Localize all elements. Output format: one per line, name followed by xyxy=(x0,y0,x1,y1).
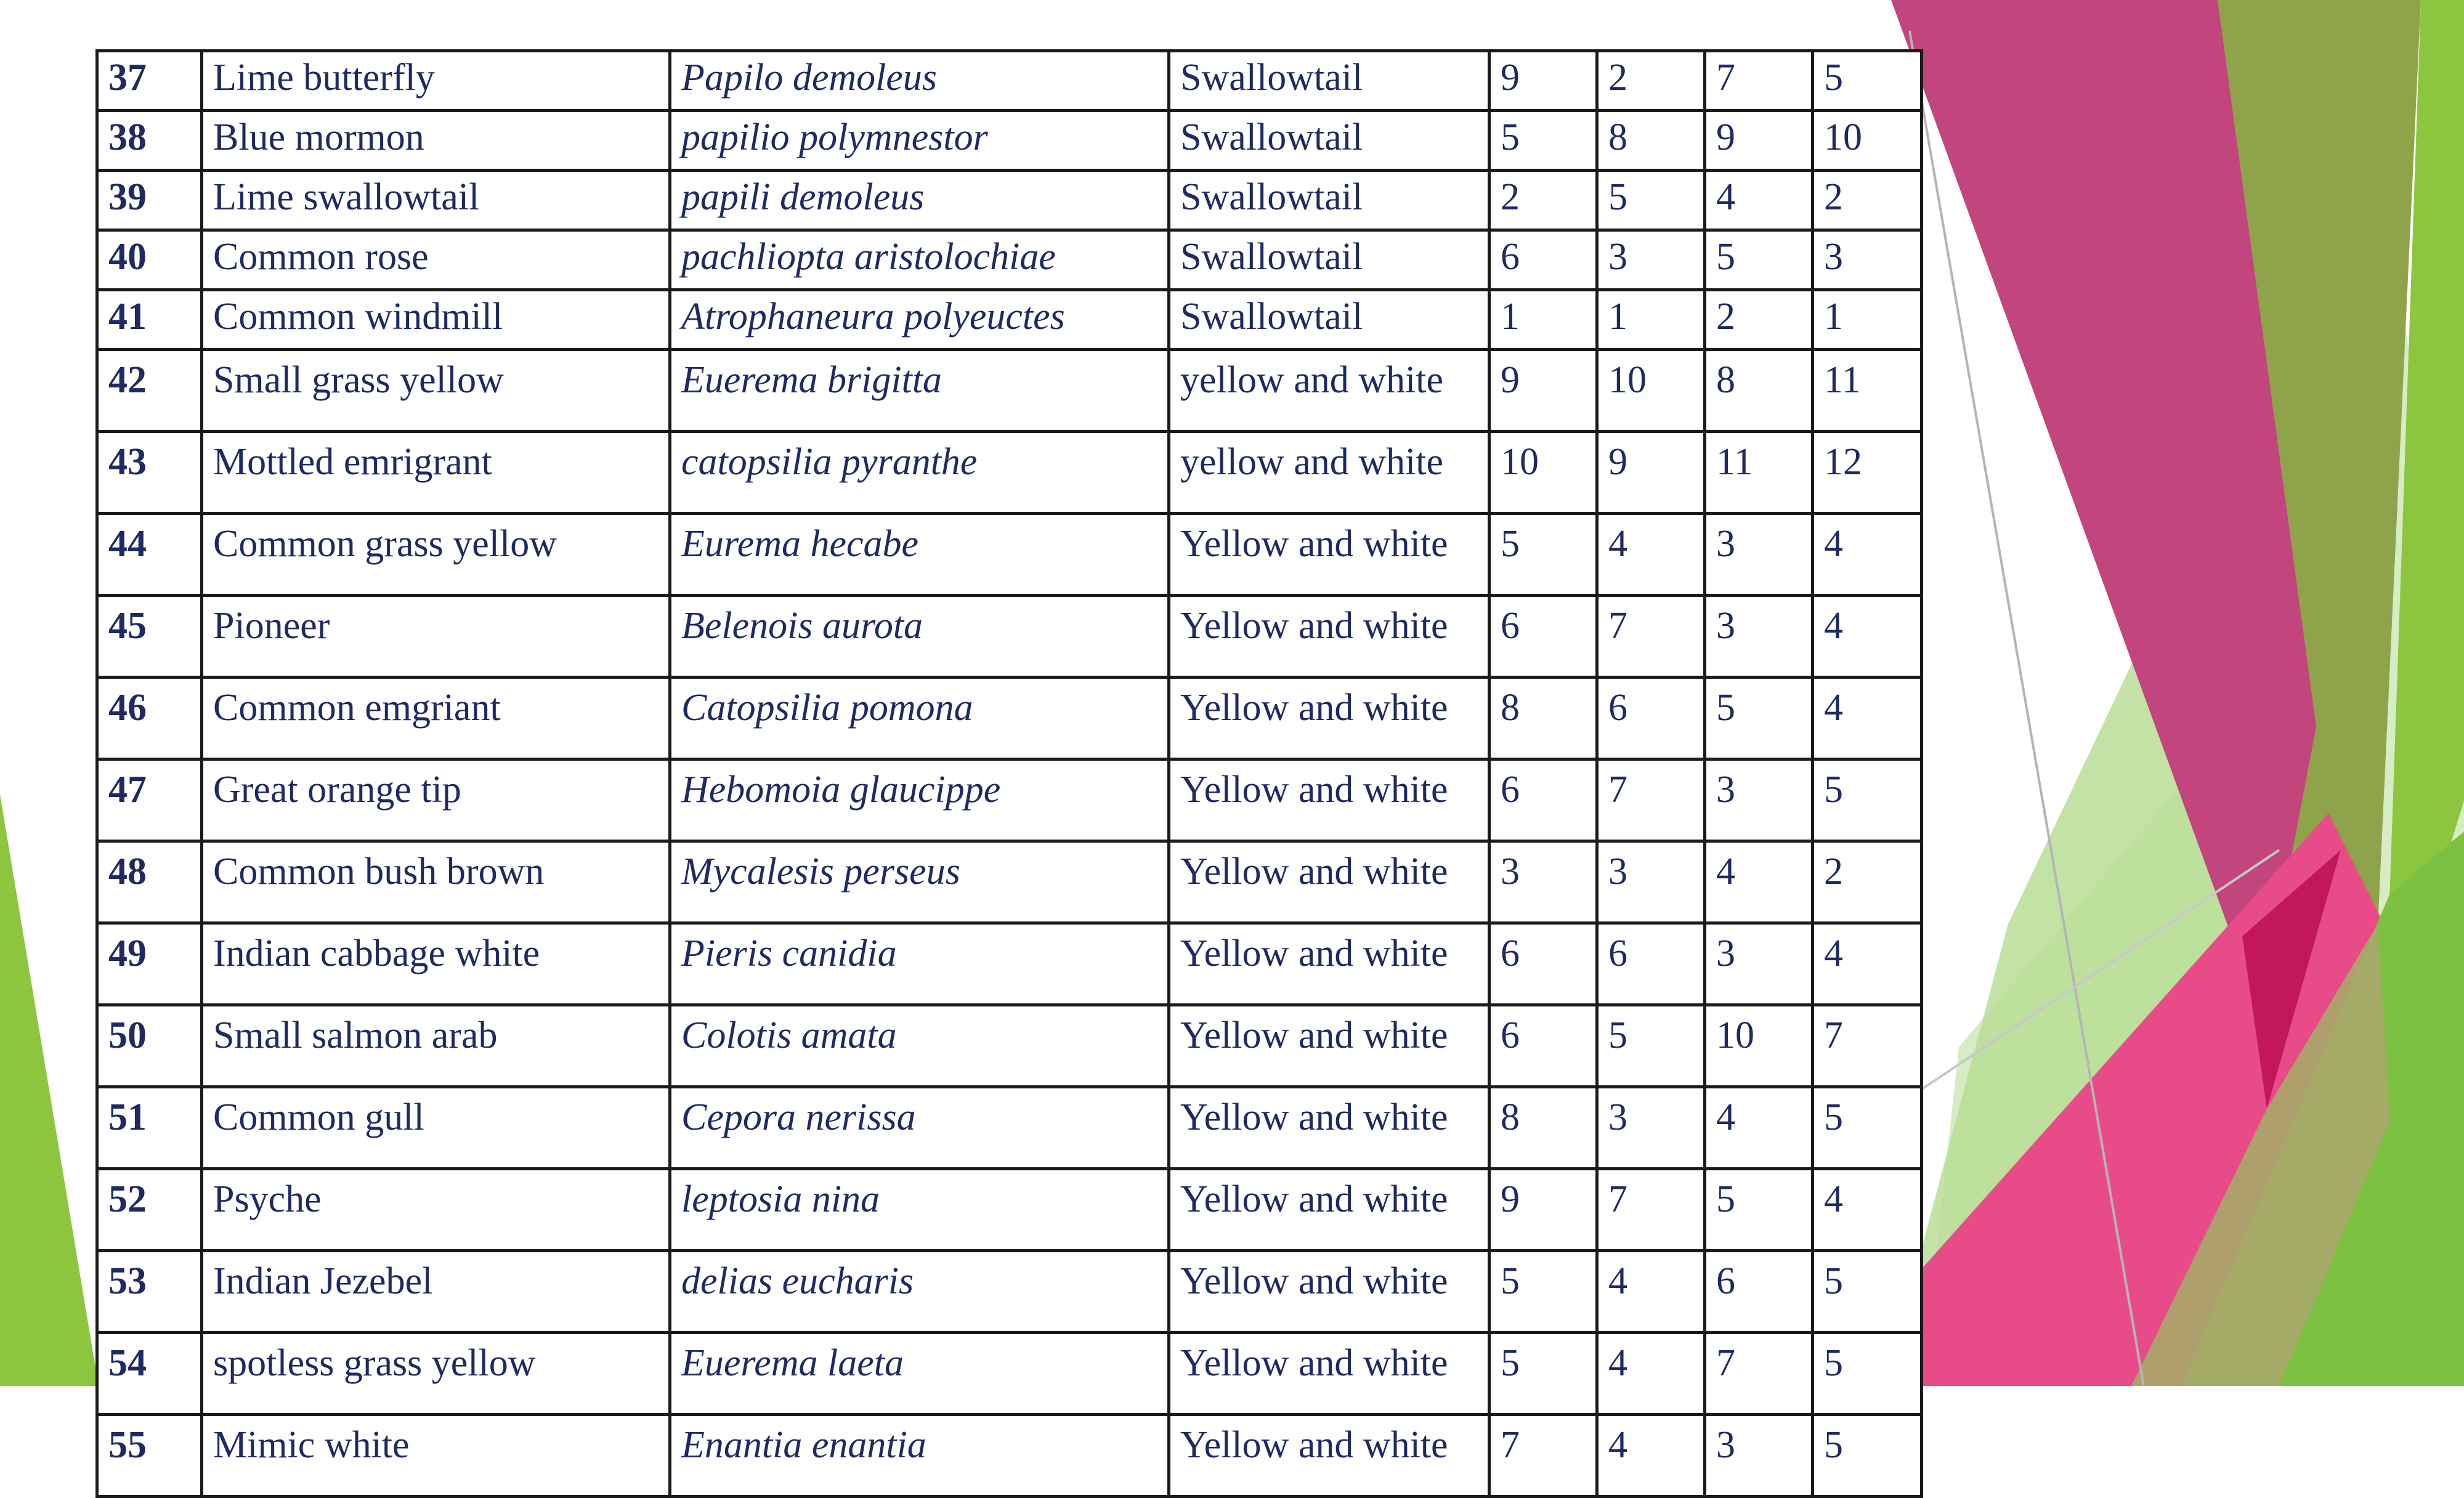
count-cell-3: 5 xyxy=(1705,230,1813,290)
serial-number-cell: 44 xyxy=(97,514,202,596)
common-name-cell: Common grass yellow xyxy=(202,514,670,596)
scientific-name-cell: Mycalesis perseus xyxy=(670,841,1169,923)
serial-number-cell: 39 xyxy=(97,171,202,230)
count-cell-3: 7 xyxy=(1705,51,1813,111)
scientific-name-cell: delias eucharis xyxy=(670,1251,1169,1333)
count-cell-1: 3 xyxy=(1489,841,1597,923)
serial-number-cell: 50 xyxy=(97,1005,202,1087)
count-cell-1: 6 xyxy=(1489,230,1597,290)
count-cell-2: 3 xyxy=(1597,1087,1705,1169)
count-cell-1: 6 xyxy=(1489,759,1597,841)
common-name-cell: Indian Jezebel xyxy=(202,1251,670,1333)
table-row xyxy=(97,290,1922,350)
count-cell-4: 2 xyxy=(1813,171,1922,230)
count-cell-1: 9 xyxy=(1489,51,1597,111)
family-cell: Yellow and white xyxy=(1169,841,1489,923)
count-cell-4: 5 xyxy=(1813,1087,1922,1169)
count-cell-3: 4 xyxy=(1705,1087,1813,1169)
table-row xyxy=(97,759,1922,841)
count-cell-2: 2 xyxy=(1597,51,1705,111)
family-cell: Yellow and white xyxy=(1169,1005,1489,1087)
table-body xyxy=(97,51,1922,1497)
common-name-cell: Common gull xyxy=(202,1087,670,1169)
serial-number-cell: 42 xyxy=(97,350,202,432)
count-cell-1: 9 xyxy=(1489,1169,1597,1251)
scientific-name-cell: pachliopta aristolochiae xyxy=(670,230,1169,290)
common-name-cell: Mimic white xyxy=(202,1415,670,1497)
count-cell-3: 3 xyxy=(1705,514,1813,596)
table-row xyxy=(97,1169,1922,1251)
common-name-cell: Psyche xyxy=(202,1169,670,1251)
count-cell-2: 5 xyxy=(1597,1005,1705,1087)
count-cell-3: 3 xyxy=(1705,1415,1813,1497)
count-cell-1: 5 xyxy=(1489,1251,1597,1333)
scientific-name-cell: papili demoleus xyxy=(670,171,1169,230)
scientific-name-cell: Hebomoia glaucippe xyxy=(670,759,1169,841)
common-name-cell: Common emgriant xyxy=(202,678,670,759)
count-cell-2: 10 xyxy=(1597,350,1705,432)
table-row xyxy=(97,1415,1922,1497)
count-cell-2: 7 xyxy=(1597,759,1705,841)
count-cell-4: 7 xyxy=(1813,1005,1922,1087)
family-cell: Yellow and white xyxy=(1169,1415,1489,1497)
table-row xyxy=(97,432,1922,514)
count-cell-2: 7 xyxy=(1597,596,1705,678)
count-cell-2: 1 xyxy=(1597,290,1705,350)
count-cell-1: 1 xyxy=(1489,290,1597,350)
scientific-name-cell: Papilo demoleus xyxy=(670,51,1169,111)
count-cell-1: 5 xyxy=(1489,514,1597,596)
serial-number-cell: 41 xyxy=(97,290,202,350)
count-cell-4: 4 xyxy=(1813,514,1922,596)
family-cell: Yellow and white xyxy=(1169,678,1489,759)
table-row xyxy=(97,841,1922,923)
family-cell: Yellow and white xyxy=(1169,1251,1489,1333)
count-cell-3: 4 xyxy=(1705,171,1813,230)
common-name-cell: Mottled emrigrant xyxy=(202,432,670,514)
count-cell-1: 5 xyxy=(1489,111,1597,171)
serial-number-cell: 54 xyxy=(97,1333,202,1415)
table-row xyxy=(97,1087,1922,1169)
count-cell-1: 6 xyxy=(1489,1005,1597,1087)
serial-number-cell: 43 xyxy=(97,432,202,514)
table-row xyxy=(97,923,1922,1005)
count-cell-1: 2 xyxy=(1489,171,1597,230)
count-cell-4: 2 xyxy=(1813,841,1922,923)
serial-number-cell: 46 xyxy=(97,678,202,759)
count-cell-1: 8 xyxy=(1489,678,1597,759)
count-cell-3: 5 xyxy=(1705,678,1813,759)
count-cell-4: 12 xyxy=(1813,432,1922,514)
serial-number-cell: 48 xyxy=(97,841,202,923)
count-cell-2: 4 xyxy=(1597,1333,1705,1415)
serial-number-cell: 47 xyxy=(97,759,202,841)
family-cell: Yellow and white xyxy=(1169,759,1489,841)
scientific-name-cell: leptosia nina xyxy=(670,1169,1169,1251)
common-name-cell: Great orange tip xyxy=(202,759,670,841)
serial-number-cell: 49 xyxy=(97,923,202,1005)
count-cell-1: 9 xyxy=(1489,350,1597,432)
common-name-cell: Common windmill xyxy=(202,290,670,350)
serial-number-cell: 51 xyxy=(97,1087,202,1169)
scientific-name-cell: Eurema hecabe xyxy=(670,514,1169,596)
count-cell-3: 11 xyxy=(1705,432,1813,514)
count-cell-3: 3 xyxy=(1705,759,1813,841)
scientific-name-cell: Enantia enantia xyxy=(670,1415,1169,1497)
common-name-cell: Lime swallowtail xyxy=(202,171,670,230)
serial-number-cell: 55 xyxy=(97,1415,202,1497)
family-cell: Yellow and white xyxy=(1169,1087,1489,1169)
scientific-name-cell: Atrophaneura polyeuctes xyxy=(670,290,1169,350)
count-cell-4: 10 xyxy=(1813,111,1922,171)
serial-number-cell: 37 xyxy=(97,51,202,111)
family-cell: Swallowtail xyxy=(1169,230,1489,290)
count-cell-3: 2 xyxy=(1705,290,1813,350)
scientific-name-cell: papilio polymnestor xyxy=(670,111,1169,171)
count-cell-4: 4 xyxy=(1813,923,1922,1005)
table-row xyxy=(97,1251,1922,1333)
count-cell-4: 5 xyxy=(1813,1251,1922,1333)
count-cell-2: 5 xyxy=(1597,171,1705,230)
scientific-name-cell: Euerema brigitta xyxy=(670,350,1169,432)
count-cell-4: 4 xyxy=(1813,596,1922,678)
serial-number-cell: 45 xyxy=(97,596,202,678)
count-cell-2: 8 xyxy=(1597,111,1705,171)
count-cell-1: 6 xyxy=(1489,923,1597,1005)
count-cell-3: 10 xyxy=(1705,1005,1813,1087)
count-cell-1: 7 xyxy=(1489,1415,1597,1497)
family-cell: yellow and white xyxy=(1169,350,1489,432)
serial-number-cell: 53 xyxy=(97,1251,202,1333)
species-table-container xyxy=(95,49,1920,1466)
count-cell-4: 4 xyxy=(1813,678,1922,759)
count-cell-3: 3 xyxy=(1705,923,1813,1005)
family-cell: Yellow and white xyxy=(1169,923,1489,1005)
count-cell-4: 3 xyxy=(1813,230,1922,290)
common-name-cell: Small grass yellow xyxy=(202,350,670,432)
count-cell-3: 7 xyxy=(1705,1333,1813,1415)
common-name-cell: Common bush brown xyxy=(202,841,670,923)
table-row xyxy=(97,51,1922,111)
scientific-name-cell: Euerema laeta xyxy=(670,1333,1169,1415)
count-cell-2: 3 xyxy=(1597,230,1705,290)
scientific-name-cell: Belenois aurota xyxy=(670,596,1169,678)
count-cell-2: 9 xyxy=(1597,432,1705,514)
count-cell-2: 3 xyxy=(1597,841,1705,923)
count-cell-1: 5 xyxy=(1489,1333,1597,1415)
table-row xyxy=(97,230,1922,290)
species-table xyxy=(95,49,1923,1498)
count-cell-3: 6 xyxy=(1705,1251,1813,1333)
count-cell-2: 6 xyxy=(1597,923,1705,1005)
family-cell: Swallowtail xyxy=(1169,111,1489,171)
family-cell: yellow and white xyxy=(1169,432,1489,514)
count-cell-2: 4 xyxy=(1597,1251,1705,1333)
count-cell-3: 3 xyxy=(1705,596,1813,678)
count-cell-3: 4 xyxy=(1705,841,1813,923)
count-cell-4: 1 xyxy=(1813,290,1922,350)
count-cell-2: 4 xyxy=(1597,1415,1705,1497)
serial-number-cell: 38 xyxy=(97,111,202,171)
common-name-cell: Small salmon arab xyxy=(202,1005,670,1087)
common-name-cell: Blue mormon xyxy=(202,111,670,171)
count-cell-4: 4 xyxy=(1813,1169,1922,1251)
scientific-name-cell: Pieris canidia xyxy=(670,923,1169,1005)
common-name-cell: Indian cabbage white xyxy=(202,923,670,1005)
family-cell: Yellow and white xyxy=(1169,514,1489,596)
common-name-cell: Lime butterfly xyxy=(202,51,670,111)
family-cell: Yellow and white xyxy=(1169,1169,1489,1251)
count-cell-2: 4 xyxy=(1597,514,1705,596)
table-row xyxy=(97,111,1922,171)
count-cell-1: 8 xyxy=(1489,1087,1597,1169)
count-cell-4: 11 xyxy=(1813,350,1922,432)
count-cell-2: 6 xyxy=(1597,678,1705,759)
table-row xyxy=(97,171,1922,230)
count-cell-4: 5 xyxy=(1813,51,1922,111)
count-cell-4: 5 xyxy=(1813,759,1922,841)
family-cell: Swallowtail xyxy=(1169,51,1489,111)
table-row xyxy=(97,1333,1922,1415)
serial-number-cell: 40 xyxy=(97,230,202,290)
scientific-name-cell: Colotis amata xyxy=(670,1005,1169,1087)
count-cell-1: 10 xyxy=(1489,432,1597,514)
family-cell: Yellow and white xyxy=(1169,596,1489,678)
table-row xyxy=(97,350,1922,432)
count-cell-4: 5 xyxy=(1813,1415,1922,1497)
scientific-name-cell: Cepora nerissa xyxy=(670,1087,1169,1169)
left-green-shape xyxy=(0,795,99,1386)
scientific-name-cell: Catopsilia pomona xyxy=(670,678,1169,759)
count-cell-3: 9 xyxy=(1705,111,1813,171)
table-row xyxy=(97,1005,1922,1087)
count-cell-2: 7 xyxy=(1597,1169,1705,1251)
table-row xyxy=(97,514,1922,596)
scientific-name-cell: catopsilia pyranthe xyxy=(670,432,1169,514)
common-name-cell: Pioneer xyxy=(202,596,670,678)
family-cell: Swallowtail xyxy=(1169,290,1489,350)
table-row xyxy=(97,596,1922,678)
count-cell-3: 8 xyxy=(1705,350,1813,432)
count-cell-1: 6 xyxy=(1489,596,1597,678)
count-cell-3: 5 xyxy=(1705,1169,1813,1251)
table-row xyxy=(97,678,1922,759)
common-name-cell: Common rose xyxy=(202,230,670,290)
family-cell: Swallowtail xyxy=(1169,171,1489,230)
serial-number-cell: 52 xyxy=(97,1169,202,1251)
common-name-cell: spotless grass yellow xyxy=(202,1333,670,1415)
family-cell: Yellow and white xyxy=(1169,1333,1489,1415)
count-cell-4: 5 xyxy=(1813,1333,1922,1415)
